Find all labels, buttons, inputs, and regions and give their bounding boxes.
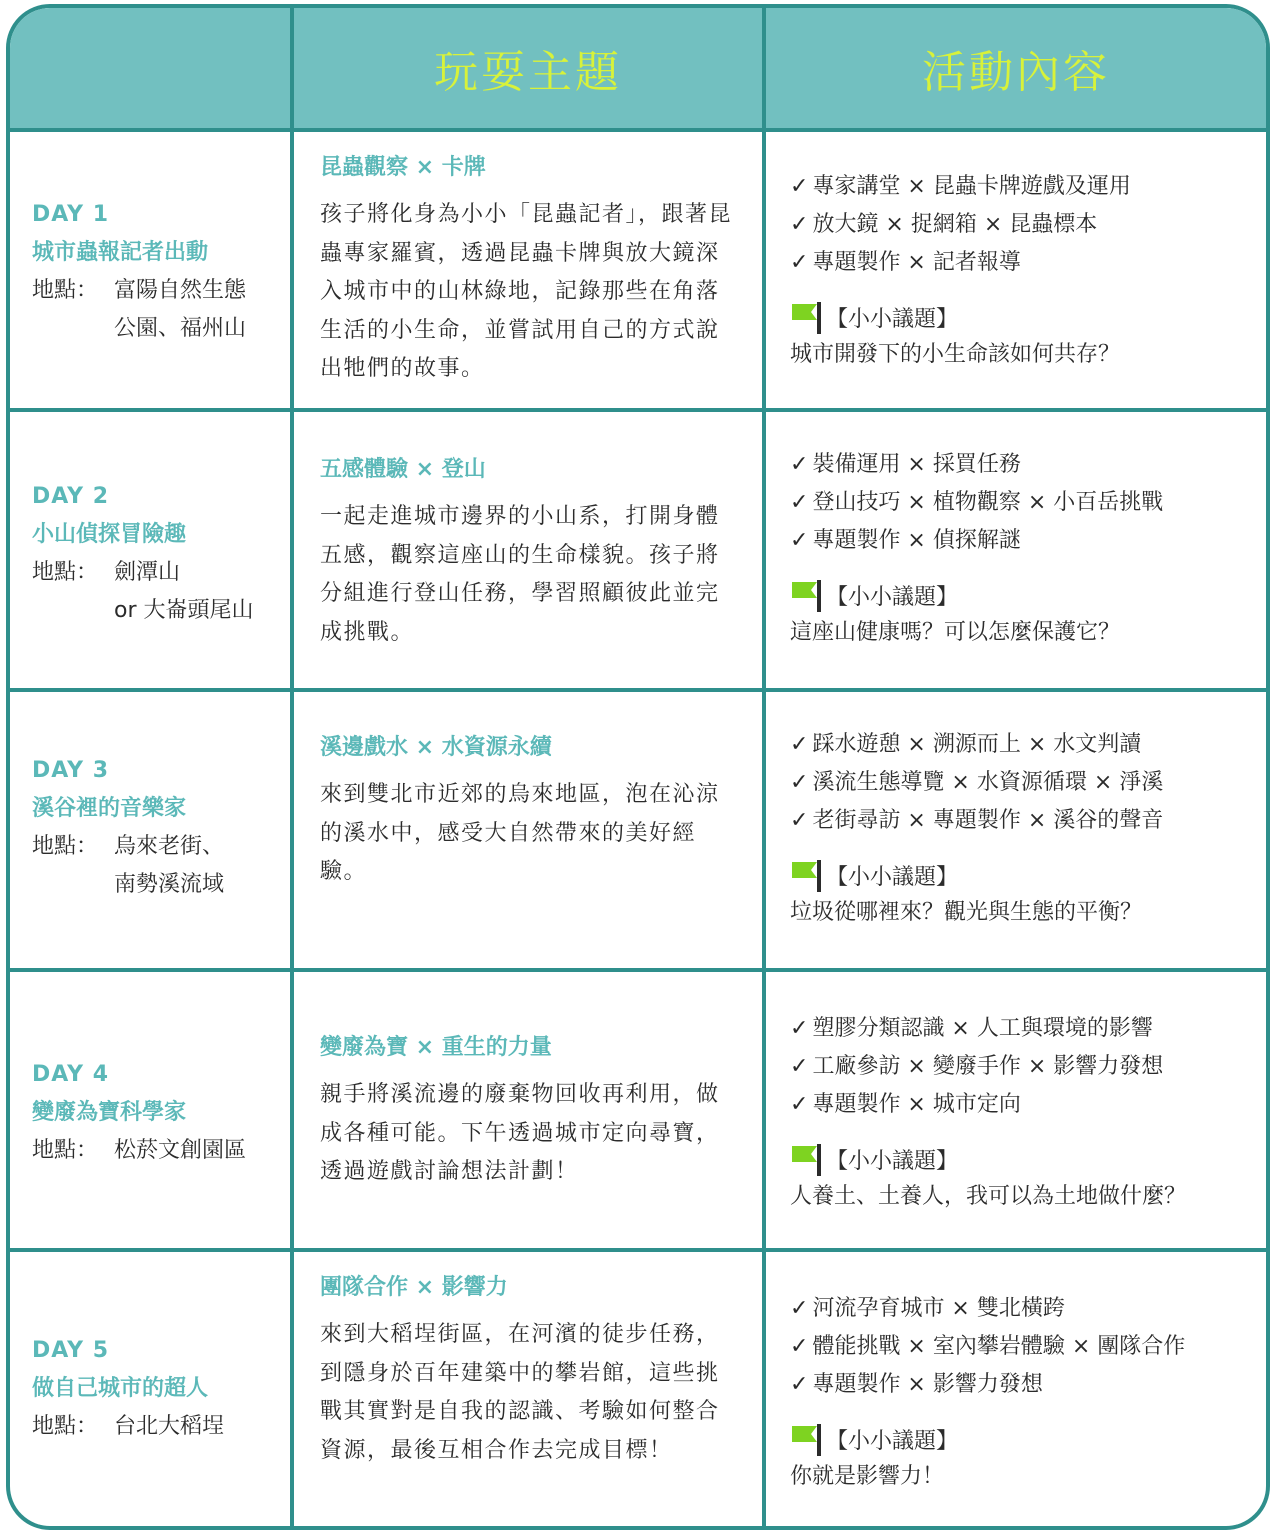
day-title: 小山偵探冒險趣 (32, 522, 187, 547)
theme-description: 一起走進城市邊界的小山系，打開身體五感，觀察這座山的生命樣貌。孩子將分組進行登山任務，學習照顧彼此並完成挑戰。 (320, 504, 720, 645)
check-icon: ✓ (790, 528, 809, 553)
activities-cell (790, 726, 1260, 932)
itinerary-table (6, 4, 1270, 1530)
activity-list (790, 1290, 1260, 1404)
issue-heading (790, 856, 1260, 894)
day-number: DAY 4 (32, 1062, 110, 1087)
day-row (10, 692, 1266, 968)
check-icon: ✓ (790, 250, 809, 275)
theme-description: 孩子將化身為小小「昆蟲記者」，跟著昆蟲專家羅賓，透過昆蟲卡牌與放大鏡深入城市中的山林綠地，記錄那些在角落生活的小生命，並嘗試用自己的方式說出牠們的故事。 (320, 202, 733, 381)
issue-question: 人養土、土養人，我可以為土地做什麼？ (790, 1184, 1187, 1209)
activity-item (790, 446, 1260, 484)
check-icon: ✓ (790, 1092, 809, 1117)
theme-description: 來到雙北市近郊的烏來地區，泡在沁涼的溪水中，感受大自然帶來的美好經驗。 (320, 782, 720, 884)
check-icon: ✓ (790, 1016, 809, 1041)
check-icon: ✓ (790, 770, 809, 795)
check-icon: ✓ (790, 732, 809, 757)
flag-icon (790, 300, 824, 334)
issue-question: 你就是影響力！ (790, 1464, 945, 1489)
issue-heading (790, 1420, 1260, 1458)
activity-text: 放大鏡 × 捉網箱 × 昆蟲標本 (812, 212, 1098, 237)
activity-text: 體能挑戰 × 室內攀岩體驗 × 團隊合作 (812, 1334, 1186, 1359)
check-icon: ✓ (790, 212, 809, 237)
activity-item (790, 244, 1260, 282)
theme-cell (320, 454, 740, 652)
location-line: 劍潭山 (114, 560, 181, 585)
issue-heading (790, 298, 1260, 336)
location-line: 松菸文創園區 (114, 1138, 247, 1163)
activity-item (790, 1290, 1260, 1328)
issue-label: 【小小議題】 (826, 306, 959, 332)
activity-text: 工廠參訪 × 變廢手作 × 影響力發想 (812, 1054, 1164, 1079)
theme-title: 溪邊戲水 × 水資源永續 (320, 735, 552, 760)
day-number: DAY 3 (32, 758, 110, 783)
flag-icon (790, 578, 824, 612)
activities-cell (790, 168, 1260, 374)
theme-title: 五感體驗 × 登山 (320, 457, 486, 482)
activity-item (790, 168, 1260, 206)
header-day-cell (10, 8, 290, 128)
location (32, 1132, 284, 1170)
location-label: 地點： (32, 1138, 99, 1163)
day-info (32, 752, 284, 904)
day-row (10, 972, 1266, 1248)
location-line: or 大崙頭尾山 (114, 598, 254, 623)
location-line: 富陽自然生態 (114, 278, 247, 303)
issue-label: 【小小議題】 (826, 864, 959, 890)
activity-list (790, 1010, 1260, 1124)
location-line: 台北大稻埕 (114, 1414, 225, 1439)
activity-item (790, 1086, 1260, 1124)
check-icon: ✓ (790, 174, 809, 199)
day-info (32, 196, 284, 348)
location-value (114, 554, 284, 630)
theme-cell (320, 1272, 740, 1470)
location-value (114, 828, 284, 904)
activity-item (790, 1328, 1260, 1366)
activity-text: 專題製作 × 記者報導 (812, 250, 1021, 275)
flag-icon (790, 1142, 824, 1176)
activities-cell (790, 1290, 1260, 1496)
day-number: DAY 1 (32, 202, 110, 227)
day-info (32, 1332, 284, 1446)
table-header (10, 8, 1266, 128)
activity-text: 專題製作 × 偵探解謎 (812, 528, 1021, 553)
activity-text: 登山技巧 × 植物觀察 × 小百岳挑戰 (812, 490, 1164, 515)
activity-text: 專家講堂 × 昆蟲卡牌遊戲及運用 (812, 174, 1131, 199)
day-number: DAY 2 (32, 484, 110, 509)
location (32, 554, 284, 630)
location-value (114, 1408, 284, 1446)
theme-cell (320, 732, 740, 892)
day-row (10, 132, 1266, 408)
activity-text: 河流孕育城市 × 雙北橫跨 (812, 1296, 1065, 1321)
day-info (32, 478, 284, 630)
activity-list (790, 726, 1260, 840)
check-icon: ✓ (790, 1296, 809, 1321)
activity-item (790, 802, 1260, 840)
issue-heading (790, 1140, 1260, 1178)
check-icon: ✓ (790, 1054, 809, 1079)
issue-label: 【小小議題】 (826, 584, 959, 610)
day-title: 城市蟲報記者出動 (32, 240, 209, 265)
theme-description: 來到大稻埕街區，在河濱的徒步任務，到隱身於百年建築中的攀岩館，這些挑戰其實對是自我的認識、考驗如何整合資源，最後互相合作去完成目標！ (320, 1322, 720, 1463)
activity-item (790, 726, 1260, 764)
issue-label: 【小小議題】 (826, 1428, 959, 1454)
activity-text: 塑膠分類認識 × 人工與環境的影響 (812, 1016, 1153, 1041)
activity-item (790, 1366, 1260, 1404)
activity-text: 老街尋訪 × 專題製作 × 溪谷的聲音 (812, 808, 1164, 833)
issue-label: 【小小議題】 (826, 1148, 959, 1174)
location-label: 地點： (32, 278, 99, 303)
activity-list (790, 446, 1260, 560)
location (32, 272, 284, 348)
header-theme: 玩耍主題 (434, 47, 622, 98)
header-activities: 活動內容 (922, 47, 1110, 98)
location-line: 南勢溪流域 (114, 872, 225, 897)
activity-text: 專題製作 × 影響力發想 (812, 1372, 1043, 1397)
theme-cell (320, 152, 740, 389)
activity-text: 裝備運用 × 採買任務 (812, 452, 1021, 477)
activity-item (790, 1048, 1260, 1086)
check-icon: ✓ (790, 1372, 809, 1397)
activity-text: 專題製作 × 城市定向 (812, 1092, 1021, 1117)
location (32, 828, 284, 904)
issue-question: 城市開發下的小生命該如何共存？ (790, 342, 1121, 367)
location-line: 公園、福州山 (114, 316, 247, 341)
issue-question: 垃圾從哪裡來？觀光與生態的平衡？ (790, 900, 1143, 925)
flag-icon (790, 1422, 824, 1456)
day-row (10, 412, 1266, 688)
day-title: 做自己城市的超人 (32, 1376, 209, 1401)
location-line: 烏來老街、 (114, 834, 225, 859)
activity-text: 溪流生態導覽 × 水資源循環 × 淨溪 (812, 770, 1164, 795)
activity-item (790, 206, 1260, 244)
location-label: 地點： (32, 1414, 99, 1439)
location-label: 地點： (32, 834, 99, 859)
check-icon: ✓ (790, 452, 809, 477)
issue-question: 這座山健康嗎？可以怎麼保護它？ (790, 620, 1121, 645)
flag-icon (790, 858, 824, 892)
check-icon: ✓ (790, 490, 809, 515)
activities-cell (790, 1010, 1260, 1216)
location-value (114, 272, 284, 348)
theme-title: 團隊合作 × 影響力 (320, 1275, 508, 1300)
activities-cell (790, 446, 1260, 652)
theme-title: 昆蟲觀察 × 卡牌 (320, 155, 486, 180)
day-number: DAY 5 (32, 1338, 110, 1363)
theme-title: 變廢為寶 × 重生的力量 (320, 1035, 552, 1060)
location-value (114, 1132, 284, 1170)
day-info (32, 1056, 284, 1170)
location (32, 1408, 284, 1446)
issue-heading (790, 576, 1260, 614)
activity-item (790, 1010, 1260, 1048)
activity-text: 踩水遊憩 × 溯源而上 × 水文判讀 (812, 732, 1142, 757)
location-label: 地點： (32, 560, 99, 585)
day-title: 溪谷裡的音樂家 (32, 796, 187, 821)
check-icon: ✓ (790, 808, 809, 833)
activity-item (790, 484, 1260, 522)
activity-list (790, 168, 1260, 282)
theme-description: 親手將溪流邊的廢棄物回收再利用，做成各種可能。下午透過城市定向尋寶，透過遊戲討論想法計劃！ (320, 1082, 720, 1184)
activity-item (790, 764, 1260, 802)
day-row (10, 1252, 1266, 1528)
theme-cell (320, 1032, 740, 1192)
day-title: 變廢為寶科學家 (32, 1100, 187, 1125)
activity-item (790, 522, 1260, 560)
check-icon: ✓ (790, 1334, 809, 1359)
